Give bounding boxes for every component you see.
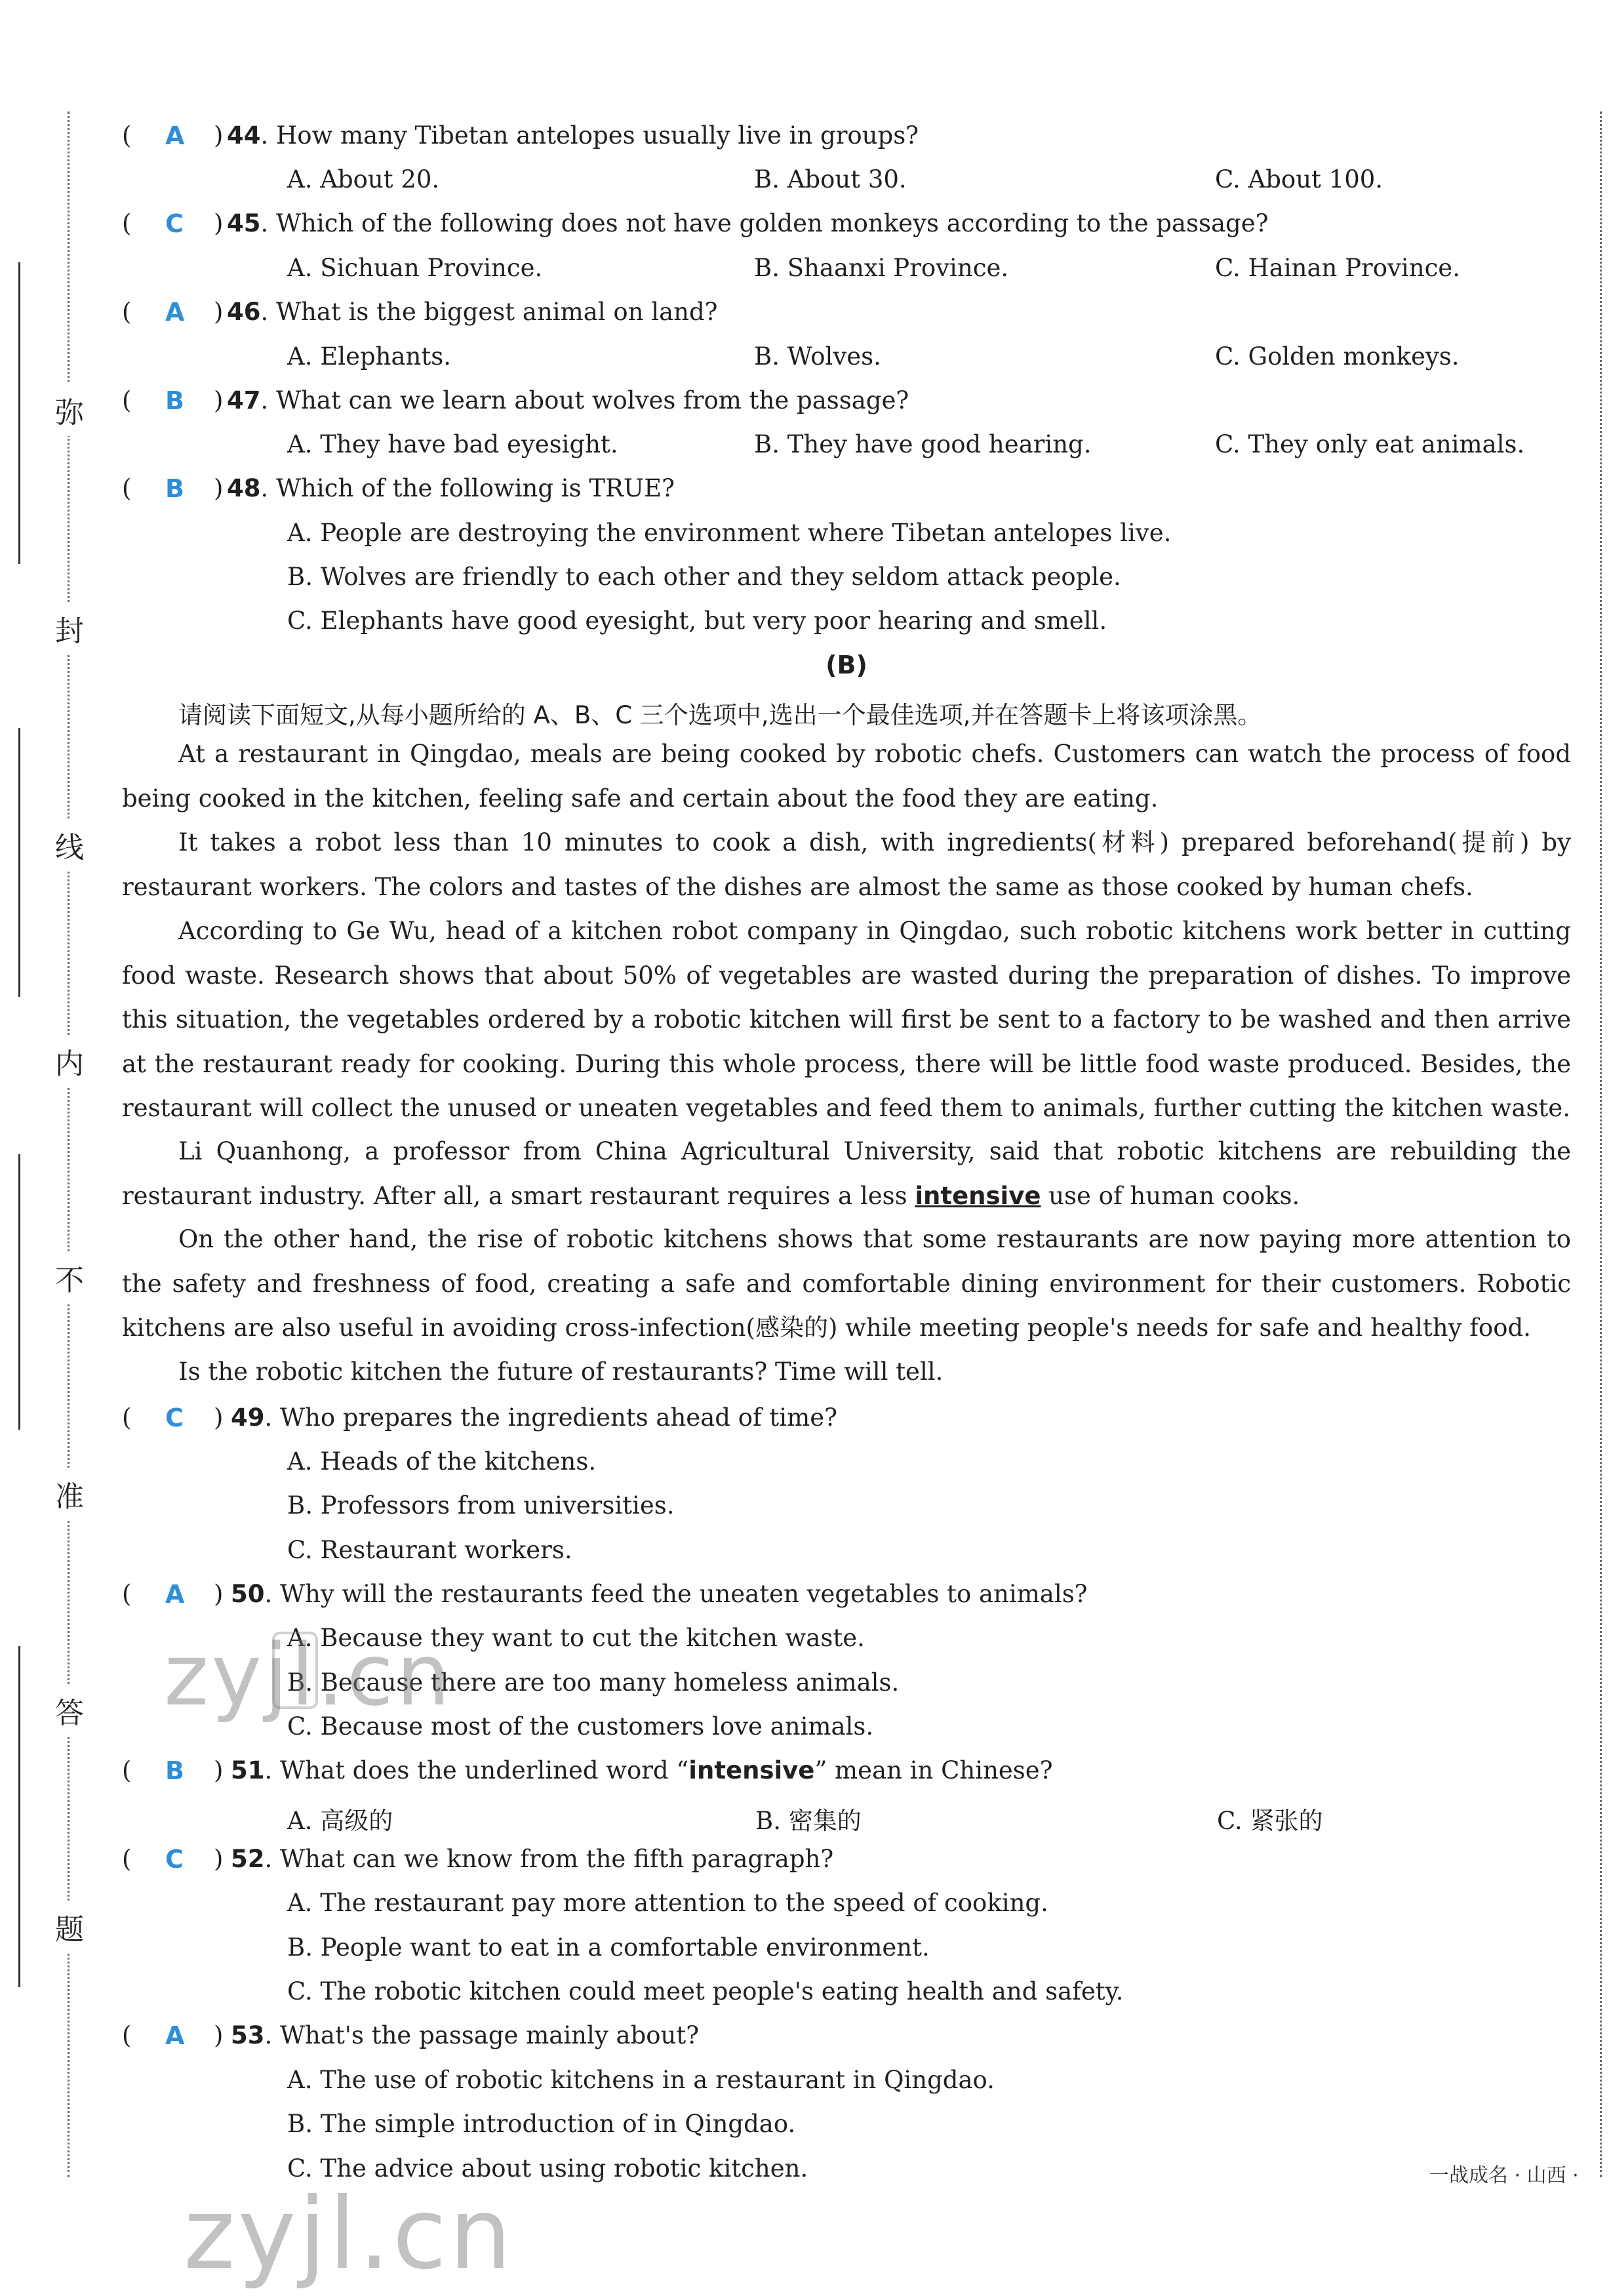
question-text: ” mean in Chinese? xyxy=(814,1756,1053,1784)
question-number: 46 xyxy=(227,298,261,326)
option: B. Wolves are friendly to each other and they seldom attack people. xyxy=(287,563,1121,591)
binding-char: 不 xyxy=(51,1251,88,1304)
answer-letter: B xyxy=(165,386,184,415)
option: A. People are destroying the environment where Tibetan antelopes live. xyxy=(287,519,1172,547)
answer-letter: C xyxy=(165,209,184,238)
question-text: . How many Tibetan antelopes usually live in groups? xyxy=(260,121,919,150)
exam-page: 弥 封 线 内 不 准 答 题 ( A ) 44. How many Tibetan antelopes usually live in groups? A. About 20. B. About 30. C. About 100. ( C ) 45. Which of the following does not have golden monkeys according to the passage? A. Sichuan Province. B. Shaanxi Province. C. Hainan Province. ( A ) 46. What is the biggest animal on land? A. Elephants. B. Wolves. C. Golden monkeys. ( B ) 47. What can we learn about wolves from the passage? A. They have bad eyesight. B. They have good hearing. C. They only eat animals. ( B ) 48. Which of the following is TRUE? A. People are destroying the environment where Tibetan antelopes live. B. Wolves are friendly to each other and they seldom attack people. C. Elephants have good eyesight, but very poor hearing and smell. (B) 请阅读下面短文,从每小题所给的 A、B、C 三个选项中,选出一个最佳选项,并在答题卡上将该项涂黑。 At a restaurant in Qingdao, meals are being cooked by robotic chefs. Customers can watch the process of food being cooked in the kitchen, feeling safe and certain about the food they are eating. It takes a robot less than 10 minutes to cook a dish, with ingredients(材料) prepared beforehand(提前) by restaurant workers. The colors and tastes of the dishes are almost the same as those cooked by human chefs. According to Ge Wu, head of a kitchen robot company in Qingdao, such robotic kitchens work better in cutting food waste. Research shows that about 50% of vegetables are wasted during the preparation of dishes. To improve this situation, the vegetables ordered by a robotic kitchen will first be sent to a factory to be washed and then arrive at the restaurant ready for cooking. During this whole process, there will be little food waste produced. Besides, the restaurant will collect the unused or uneaten vegetables and feed them to animals, further cutting the kitchen waste. Li Quanhong, a professor from China Agricultural University, said that robotic kitchens are rebuilding the restaurant industry. After all, a smart restaurant requires a less intensive use of human cooks. On the other hand, the rise of robotic kitchens shows that some restaurants are now paying more attention to the safety and freshness of food, creating a safe and comfortable dining environment for their customers. Robotic kitchens are also useful in avoiding cross-infection(感染的) while meeting people's needs for safe and healthy food. Is the robotic kitchen the future of restaurants? Time will tell. ( C ) 49. Who prepares the ingredients ahead of time? A. Heads of the kitchens. B. Professors from universities. C. Restaurant workers. ( A ) 50. Why will the restaurants feed the uneaten vegetables to animals? A. Because they want to cut the kitchen waste. B. Because there are too many homeless animals. C. Because most of the customers love animals. ( B ) 51. What does the underlined word “intensive” mean in Chinese? A. 高级的 B. 密集的 C. 紧张的 ( C ) 52. What can we know from the fifth paragraph? A. The restaurant pay more attention to the speed of cooking. B. People want to eat in a comfortable environment. C. The robotic kitchen could meet people's eating health and safety. ( A ) 53. What's the passage mainly about? A. The use of robotic kitchens in a restaurant in Qingdao. B. The simple introduction of in Qingdao. C. The advice about using robotic kitchen. zyjl.cn zyjl.cn 一战成名 · 山西 · xyxy=(0,0,1611,2296)
binding-rule xyxy=(18,1646,20,1987)
passage-paragraph: It takes a robot less than 10 minutes to cook a dish, with ingredients(材料) prepared beforehand(提前) by restaurant workers. The colors and tastes of the dishes are almost the same as those cooked by human chefs. xyxy=(122,828,1571,901)
binding-char: 弥 xyxy=(51,384,88,436)
question-text: . Who prepares the ingredients ahead of time? xyxy=(264,1403,837,1432)
option: A. About 20. xyxy=(287,165,440,193)
option: B. Professors from universities. xyxy=(287,1491,675,1520)
option: A. Sichuan Province. xyxy=(287,254,543,282)
binding-char: 答 xyxy=(51,1684,88,1737)
binding-rule xyxy=(18,1154,20,1430)
question-text: . What can we learn about wolves from the passage? xyxy=(260,386,909,414)
question-number: 49 xyxy=(231,1403,265,1432)
question-text: . What's the passage mainly about? xyxy=(264,2021,700,2049)
question-number: 53 xyxy=(231,2021,265,2049)
question-number: 45 xyxy=(227,209,261,237)
question-text: . What can we know from the fifth paragraph? xyxy=(264,1845,834,1873)
footer-brand: 一战成名 · 山西 · xyxy=(1429,2164,1579,2187)
option: C. Because most of the customers love animals. xyxy=(287,1712,874,1741)
watermark: zyjl.cn xyxy=(184,2177,515,2291)
passage-paragraph: According to Ge Wu, head of a kitchen robot company in Qingdao, such robotic kitchens work better in cutting food waste. Research shows that about 50% of vegetables are wasted during the preparation of dishes. To improve this situation, the vegetables ordered by a robotic kitchen will first be sent to a factory to be washed and then arrive at the restaurant ready for cooking. During this whole process, there will be little food waste produced. Besides, the restaurant will collect the unused or uneaten vegetables and feed them to animals, further cutting the kitchen waste. xyxy=(122,917,1571,1122)
question-number: 50 xyxy=(231,1580,265,1608)
question-text: . What does the underlined word “ xyxy=(264,1756,689,1784)
passage-paragraph: Is the robotic kitchen the future of restaurants? Time will tell. xyxy=(178,1358,944,1386)
right-margin-line xyxy=(1600,111,1602,2177)
passage-paragraph: At a restaurant in Qingdao, meals are being cooked by robotic chefs. Customers can watch the process of food being cooked in the kitchen, feeling safe and certain about the food they are eating. xyxy=(122,740,1571,813)
answer-letter: B xyxy=(165,474,184,503)
option: C. Elephants have good eyesight, but very poor hearing and smell. xyxy=(287,607,1107,635)
option: A. Because they want to cut the kitchen waste. xyxy=(287,1624,865,1652)
question-text: . What is the biggest animal on land? xyxy=(260,298,718,326)
question-number: 51 xyxy=(231,1756,265,1784)
binding-char: 线 xyxy=(51,818,88,871)
question-number: 52 xyxy=(231,1845,265,1873)
option: A. The restaurant pay more attention to the speed of cooking. xyxy=(287,1889,1048,1917)
binding-char: 准 xyxy=(51,1468,88,1520)
option: B. The simple introduction of in Qingdao. xyxy=(287,2110,796,2138)
answer-letter: A xyxy=(165,121,185,150)
quoted-word: intensive xyxy=(688,1756,815,1784)
binding-char: 内 xyxy=(51,1035,88,1087)
question-text: . Which of the following does not have golden monkeys according to the passage? xyxy=(260,209,1269,237)
option: C. Restaurant workers. xyxy=(287,1536,572,1564)
option: B. Because there are too many homeless animals. xyxy=(287,1668,900,1697)
option: B. People want to eat in a comfortable environment. xyxy=(287,1933,930,1962)
watermark: zyjl.cn xyxy=(164,1625,453,1725)
option: C. About 100. xyxy=(1215,165,1383,193)
question-number: 44 xyxy=(227,121,261,150)
option: A. 高级的 xyxy=(287,1807,393,1835)
binding-char: 封 xyxy=(51,602,88,655)
answer-letter: A xyxy=(165,1580,185,1609)
option: A. Heads of the kitchens. xyxy=(287,1447,597,1476)
option: A. Elephants. xyxy=(287,342,452,371)
question-number: 48 xyxy=(227,474,261,502)
binding-rule xyxy=(18,728,20,997)
option: B. Shaanxi Province. xyxy=(754,254,1009,282)
section-heading: (B) xyxy=(825,651,867,679)
option: C. They only eat animals. xyxy=(1215,430,1525,458)
option: A. The use of robotic kitchens in a restaurant in Qingdao. xyxy=(287,2066,995,2094)
option: C. Hainan Province. xyxy=(1215,254,1460,282)
option: C. The robotic kitchen could meet people's eating health and safety. xyxy=(287,1977,1124,2005)
question-number: 47 xyxy=(227,386,261,414)
binding-rule xyxy=(18,262,20,564)
answer-letter: C xyxy=(165,1845,184,1874)
question-text: . Why will the restaurants feed the uneaten vegetables to animals? xyxy=(264,1580,1088,1608)
passage-paragraph: On the other hand, the rise of robotic kitchens shows that some restaurants are now paying more attention to the safety and freshness of food, creating a safe and comfortable dining environment for their customers. Robotic kitchens are also useful in avoiding cross-infection(感染的) while meeting people's needs for safe and healthy food. xyxy=(122,1225,1571,1342)
answer-letter: C xyxy=(165,1403,184,1432)
binding-margin xyxy=(0,0,105,2296)
answer-letter: A xyxy=(165,2021,185,2050)
option: B. About 30. xyxy=(754,165,907,193)
binding-char: 题 xyxy=(51,1901,88,1953)
question-text: . Which of the following is TRUE? xyxy=(260,474,675,502)
section-instruction: 请阅读下面短文,从每小题所给的 A、B、C 三个选项中,选出一个最佳选项,并在答题卡上将该项涂黑。 xyxy=(178,701,1262,729)
option: A. They have bad eyesight. xyxy=(287,430,618,458)
answer-letter: A xyxy=(165,298,185,327)
option: C. Golden monkeys. xyxy=(1215,342,1460,371)
option: C. 紧张的 xyxy=(1217,1807,1323,1835)
underlined-word: intensive xyxy=(915,1181,1041,1210)
answer-letter: B xyxy=(165,1756,184,1785)
passage-paragraph: Li Quanhong, a professor from China Agricultural University, said that robotic kitchens are rebuilding the restaurant industry. After all, a smart restaurant requires a less intensive use of human cooks. xyxy=(122,1137,1571,1210)
option: B. 密集的 xyxy=(755,1807,862,1835)
option: C. The advice about using robotic kitchen. xyxy=(287,2154,808,2183)
option: B. They have good hearing. xyxy=(754,430,1092,458)
option: B. Wolves. xyxy=(754,342,881,371)
